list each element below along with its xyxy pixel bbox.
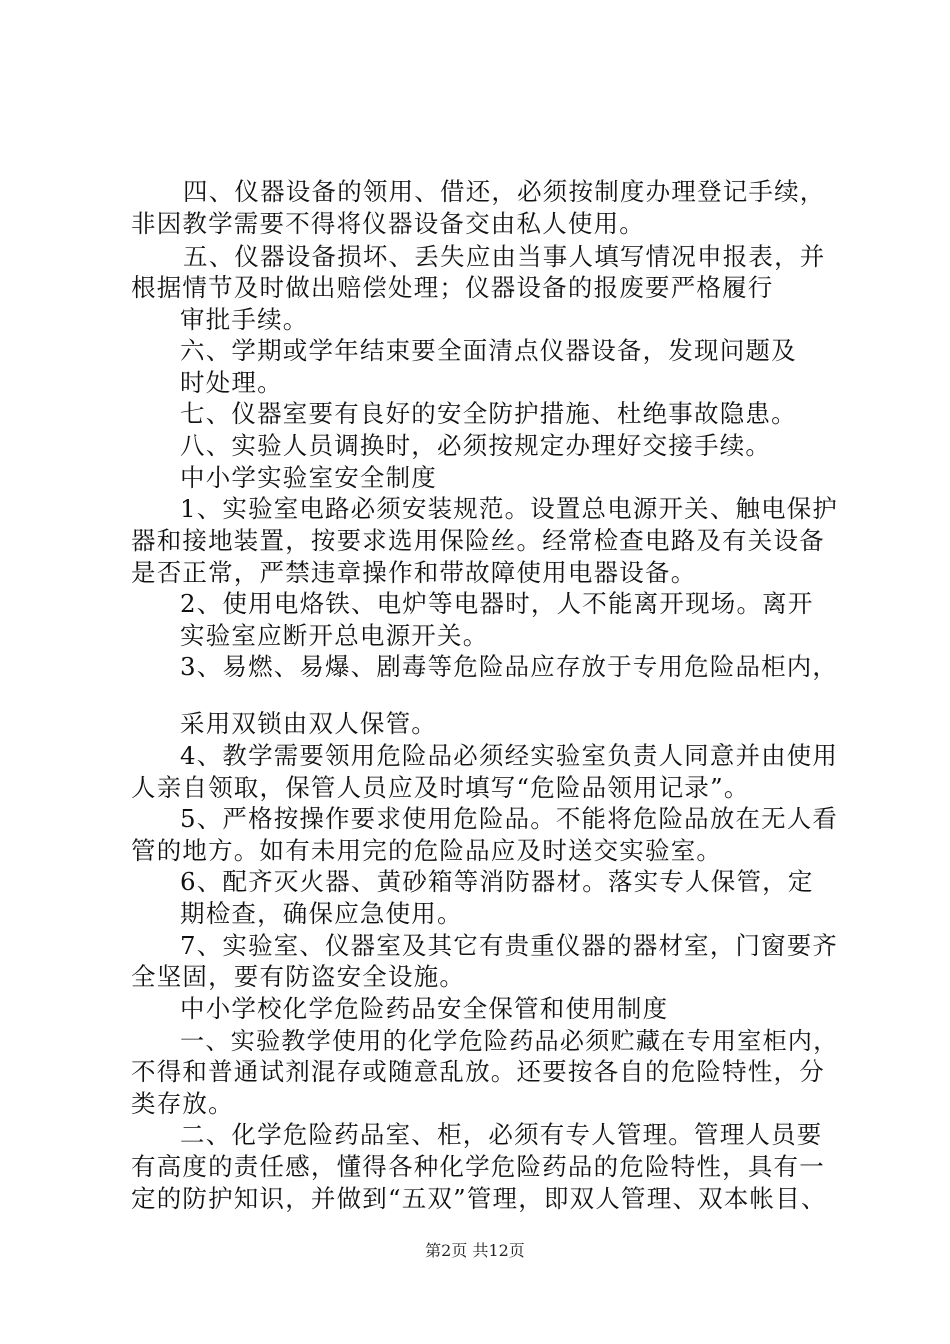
text-line: 是否正常，严禁违章操作和带故障使用电器设备。 [131, 558, 697, 587]
text-line: 实验室应断开总电源开关。 [180, 621, 489, 650]
text-line: 器和接地装置，按要求选用保险丝。经常检查电路及有关设备 [131, 526, 825, 555]
text-line: 5、严格按操作要求使用危险品。不能将危险品放在无人看 [180, 804, 839, 833]
text-line: 二、化学危险药品室、柜，必须有专人管理。管理人员要 [180, 1120, 823, 1149]
text-line: 根据情节及时做出赔偿处理；仪器设备的报废要严格履行 [131, 273, 774, 302]
text-line: 审批手续。 [180, 305, 309, 334]
text-line: 七、仪器室要有良好的安全防护措施、杜绝事故隐患。 [180, 399, 797, 428]
text-line: 6、配齐灭火器、黄砂箱等消防器材。落实专人保管，定 [180, 867, 814, 896]
section-heading: 中小学实验室安全制度 [180, 463, 437, 492]
section-heading: 中小学校化学危险药品安全保管和使用制度 [180, 994, 669, 1023]
text-line: 有高度的责任感，懂得各种化学危险药品的危险特性，具有一 [131, 1152, 825, 1181]
text-line: 一、实验教学使用的化学危险药品必须贮藏在专用室柜内， [180, 1027, 839, 1055]
text-line: 八、实验人员调换时，必须按规定办理好交接手续。 [180, 431, 772, 460]
text-line: 管的地方。如有未用完的危险品应及时送交实验室。 [131, 836, 723, 865]
text-line: 类存放。 [131, 1089, 234, 1118]
page-number-footer: 第2页 共12页 [425, 1241, 525, 1260]
text-line: 定的防护知识，并做到“五双”管理，即双人管理、双本帐目、 [131, 1184, 827, 1213]
text-line: 4、教学需要领用危险品必须经实验室负责人同意并由使用 [180, 741, 839, 770]
text-line: 人亲自领取，保管人员应及时填写“危险品领用记录”。 [131, 773, 750, 802]
text-line: 不得和普通试剂混存或随意乱放。还要按各自的危险特性，分 [131, 1057, 825, 1086]
text-line: 时处理。 [180, 368, 283, 397]
text-line: 非因教学需要不得将仪器设备交由私人使用。 [131, 209, 645, 238]
text-line: 四、仪器设备的领用、借还，必须按制度办理登记手续， [183, 177, 826, 206]
text-line: 六、学期或学年结束要全面清点仪器设备，发现问题及 [180, 336, 797, 365]
text-line: 2、使用电烙铁、电炉等电器时，人不能离开现场。离开 [180, 589, 814, 618]
text-line: 3、易燃、易爆、剧毒等危险品应存放于专用危险品柜内， [180, 652, 839, 681]
text-line: 7、实验室、仪器室及其它有贵重仪器的器材室，门窗要齐 [180, 931, 839, 960]
text-line: 五、仪器设备损坏、丢失应由当事人填写情况申报表，并 [183, 242, 826, 271]
text-line: 1、实验室电路必须安装规范。设置总电源开关、触电保护 [180, 494, 839, 523]
text-line: 采用双锁由双人保管。 [180, 709, 437, 738]
text-line: 期检查，确保应急使用。 [180, 899, 463, 928]
text-line: 全坚固，要有防盗安全设施。 [131, 962, 466, 991]
